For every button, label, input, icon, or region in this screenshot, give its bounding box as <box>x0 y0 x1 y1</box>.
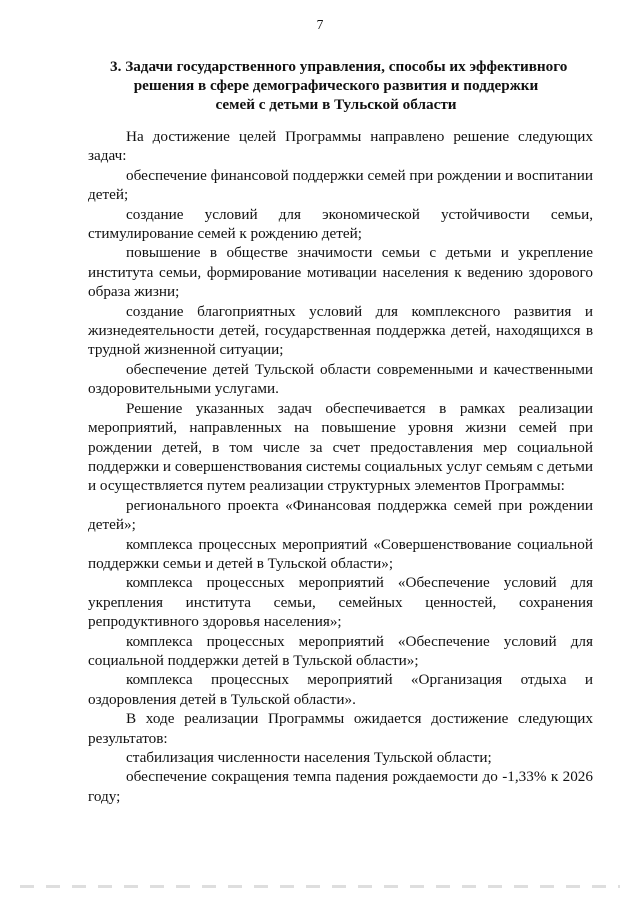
paragraph: обеспечение сокращения темпа падения рождаемости до -1,33% к 2026 году; <box>88 768 593 805</box>
paragraph: комплекса процессных мероприятий «Обеспечение условий для социальной поддержки детей в Тульской области»; <box>88 632 593 669</box>
heading-line-2: решения в сфере демографического развития и поддержки <box>133 77 539 94</box>
paragraph: создание условий для экономической устойчивости семьи, стимулирование семей к рождению детей; <box>88 205 593 243</box>
paragraph: Решение указанных задач обеспечивается в рамках реализации мероприятий, направленных на повышение уровня жизни семей при рождении детей, в том числе за счет предоставления мер социальной поддержки и совершенствования системы социальных услуг семьям с детьми и осуществляется путем реализации структурных элементов Программы: <box>88 399 593 495</box>
section-heading <box>110 57 568 114</box>
heading-line-1: 3. Задачи государственного управления, способы их эффективного <box>110 58 568 75</box>
paragraph: комплекса процессных мероприятий «Обеспечение условий для укрепления института семьи, семейных ценностей, сохранения репродуктивного здоровья населения»; <box>88 574 593 631</box>
paragraph: обеспечение финансовой поддержки семей при рождении и воспитании детей; <box>88 166 593 204</box>
paragraph: комплекса процессных мероприятий «Совершенствование социальной поддержки семьи и детей в Тульской области»; <box>88 535 593 572</box>
paragraph: На достижение целей Программы направлено решение следующих задач: <box>88 128 593 165</box>
scan-artifact-line <box>20 885 620 888</box>
paragraph: стабилизация численности населения Тульской области; <box>126 749 492 766</box>
page-number: 7 <box>316 17 324 32</box>
paragraph: комплекса процессных мероприятий «Организация отдыха и оздоровления детей в Тульской области». <box>88 671 593 708</box>
paragraph: регионального проекта «Финансовая поддержка семей при рождении детей»; <box>88 496 593 534</box>
paragraph: В ходе реализации Программы ожидается достижение следующих результатов: <box>88 710 593 747</box>
paragraph: создание благоприятных условий для комплексного развития и жизнедеятельности детей, государственная поддержка детей, находящихся в трудной жизненной ситуации; <box>88 302 593 359</box>
paragraph: обеспечение детей Тульской области современными и качественными оздоровительными услугами. <box>88 360 593 398</box>
paragraph: повышение в обществе значимости семьи с детьми и укрепление института семьи, формирование мотивации населения к ведению здорового образа жизни; <box>88 244 593 301</box>
heading-line-3: семей с детьми в Тульской области <box>215 96 457 113</box>
document-body <box>88 127 593 806</box>
